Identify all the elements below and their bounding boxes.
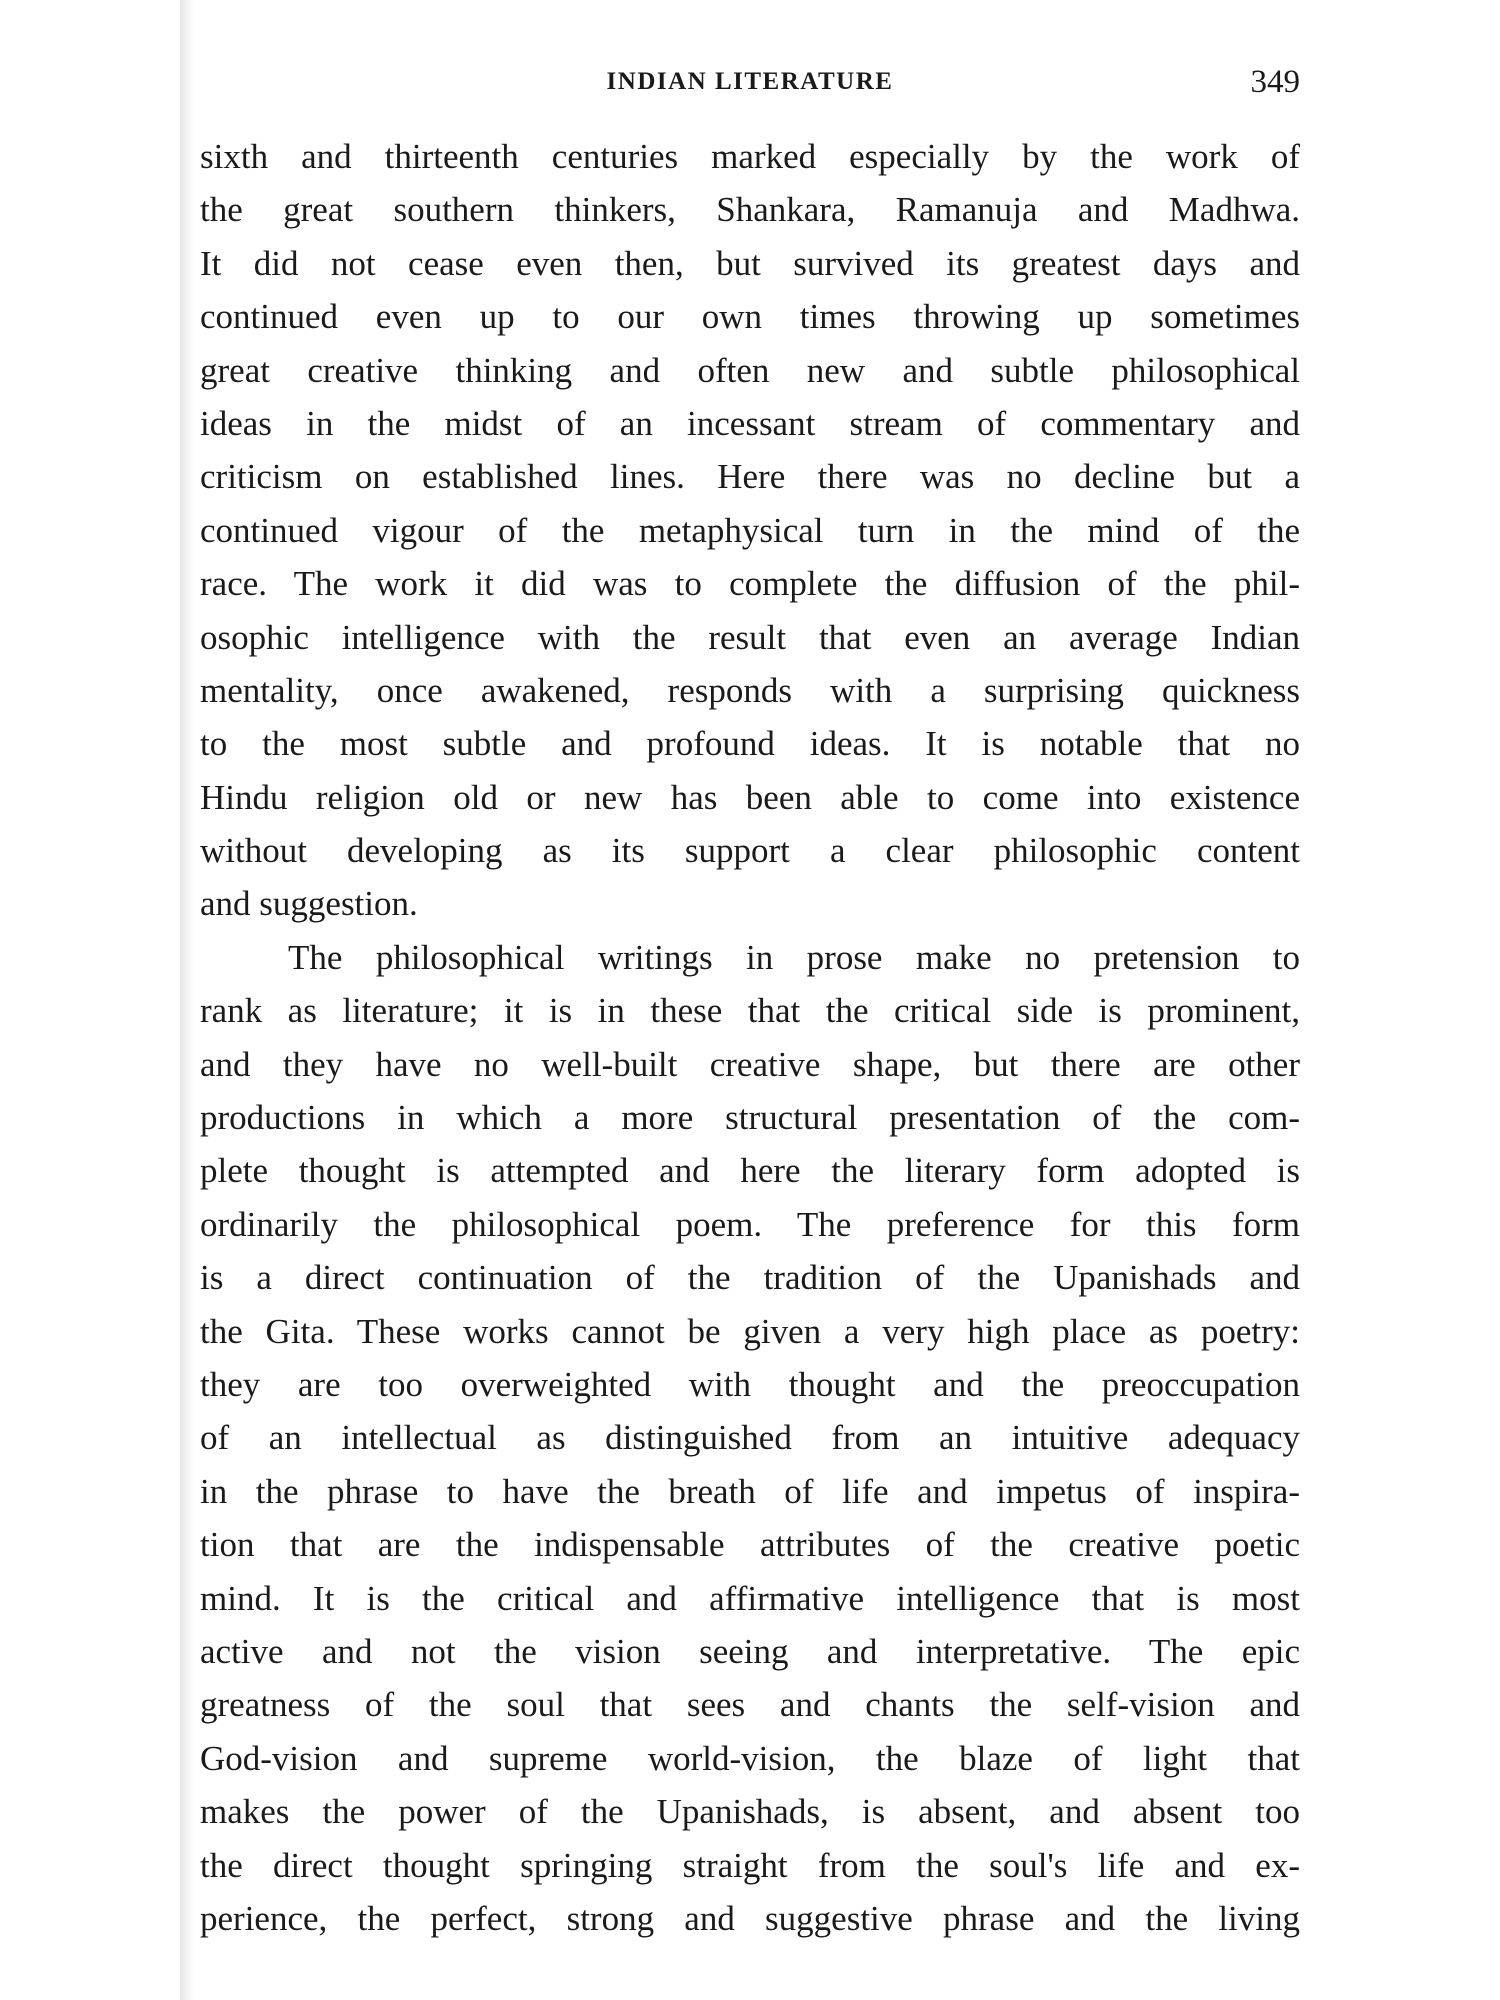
text-line: sixth and thirteenth centuries marked especially by the work of [200,137,1300,176]
running-head [200,60,1300,112]
text-line: tion that are the indispensable attributes of the creative poetic [200,1525,1300,1565]
paragraph-2 [200,931,1300,1945]
text-line: to the most subtle and profound ideas. It is notable that no [200,724,1300,764]
text-line: criticism on established lines. Here there was no decline but a [200,457,1300,497]
text-line: without developing as its support a clear philosophic content [200,831,1300,871]
text-line: plete thought is attempted and here the literary form adopted is [200,1151,1300,1191]
text-line: The philosophical writings in prose make no pretension to [288,937,1300,977]
text-line: the direct thought springing straight from the soul's life and ex- [200,1845,1300,1885]
text-line: rank as literature; it is in these that the critical side is prominent, [200,991,1300,1031]
text-line: makes the power of the Upanishads, is absent, and absent too [200,1792,1300,1832]
text-line: productions in which a more structural presentation of the com- [200,1098,1300,1138]
text-line: and suggestion. [200,884,418,924]
text-line: continued even up to our own times throwing up sometimes [200,297,1300,337]
text-line: the great southern thinkers, Shankara, Ramanuja and Madhwa. [200,190,1300,230]
body-text [200,130,1300,1945]
text-line: they are too overweighted with thought and the preoccupation [200,1364,1300,1404]
text-line: greatness of the soul that sees and chants the self-vision and [200,1685,1300,1725]
text-line: God-vision and supreme world-vision, the blaze of light that [200,1738,1300,1778]
book-page [200,60,1300,1960]
text-line: Hindu religion old or new has been able to come into existence [200,777,1300,817]
text-line: race. The work it did was to complete the diffusion of the phil- [200,564,1300,604]
running-title: INDIAN LITERATURE [606,68,894,95]
text-line: mentality, once awakened, responds with a surprising quickness [200,670,1300,710]
text-line: perience, the perfect, strong and suggestive phrase and the living [200,1898,1300,1938]
text-line: ordinarily the philosophical poem. The preference for this form [200,1204,1300,1244]
page-number: 349 [1250,64,1300,100]
text-line: in the phrase to have the breath of life and impetus of inspira- [200,1471,1300,1511]
text-line: mind. It is the critical and affirmative intelligence that is most [200,1578,1300,1618]
paragraph-1 [200,130,1300,931]
text-line: the Gita. These works cannot be given a very high place as poetry: [200,1311,1300,1351]
page-edge-shadow [180,0,194,2000]
text-line: is a direct continuation of the tradition of the Upanishads and [200,1258,1300,1298]
text-line: great creative thinking and often new and subtle philosophical [200,350,1300,390]
text-line: ideas in the midst of an incessant stream of commentary and [200,403,1300,443]
text-line: of an intellectual as distinguished from an intuitive adequacy [200,1418,1300,1458]
text-line: continued vigour of the metaphysical turn in the mind of the [200,510,1300,550]
text-line: It did not cease even then, but survived its greatest days and [200,243,1300,283]
text-line: and they have no well-built creative shape, but there are other [200,1044,1300,1084]
text-line: active and not the vision seeing and interpretative. The epic [200,1631,1300,1671]
text-line: osophic intelligence with the result that even an average Indian [200,617,1300,657]
